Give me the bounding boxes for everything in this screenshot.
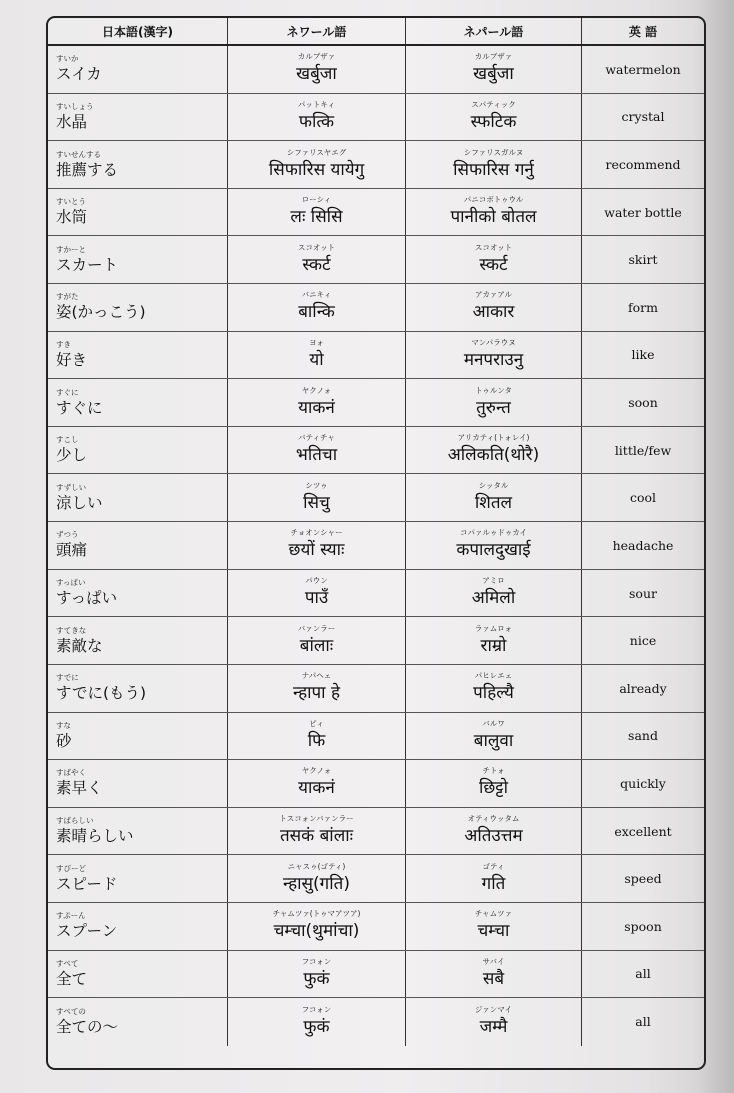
newari-word: पाउँ (304, 588, 329, 608)
japanese-word: 素晴らしい (56, 827, 134, 846)
japanese-word: 推薦する (56, 160, 119, 179)
newari-word: स्कर्ट (302, 254, 331, 275)
newari-reading: ヤクノォ (301, 766, 332, 776)
table-row (48, 141, 704, 189)
japanese-cell (48, 284, 228, 331)
japanese-reading: すべて (56, 958, 79, 968)
nepali-cell (406, 522, 582, 569)
japanese-reading: すこし (56, 435, 79, 445)
nepali-reading: アリカティ(トォレイ) (457, 433, 530, 443)
japanese-reading: すいとう (56, 197, 86, 207)
newari-cell (228, 760, 406, 807)
nepali-cell (406, 617, 582, 664)
newari-reading: バニキィ (301, 290, 332, 300)
newari-cell (228, 284, 406, 331)
nepali-cell (406, 713, 582, 760)
newari-cell (228, 332, 406, 379)
nepali-cell (406, 570, 582, 617)
newari-reading: チョオンシャー (290, 528, 343, 538)
japanese-cell (48, 46, 228, 93)
japanese-reading: ずつう (56, 530, 79, 540)
japanese-reading: すいせんする (56, 149, 101, 159)
japanese-reading: すいか (56, 54, 79, 64)
english-word: recommend (605, 157, 681, 173)
table-row (48, 284, 704, 332)
japanese-cell (48, 617, 228, 664)
table-row (48, 522, 704, 570)
newari-word: सिफारिस यायेगु (268, 159, 365, 180)
newari-cell (228, 951, 406, 998)
nepali-word: चम्चा (477, 921, 510, 942)
japanese-cell (48, 189, 228, 236)
japanese-reading: すでに (56, 673, 79, 683)
nepali-word: सिफारिस गर्नु (453, 159, 534, 180)
japanese-cell (48, 665, 228, 712)
newari-cell (228, 855, 406, 902)
nepali-word: अमिलो (471, 588, 516, 608)
nepali-reading: シファリスガルヌ (463, 147, 524, 157)
newari-reading: フコォン (301, 1004, 332, 1014)
newari-word: न्हापा हे (292, 683, 340, 704)
nepali-word: स्फटिक (470, 111, 517, 132)
english-word: excellent (614, 823, 672, 839)
nepali-reading: ジァンマイ (474, 1004, 513, 1014)
japanese-word: 砂 (56, 731, 72, 750)
newari-reading: シツゥ (305, 480, 328, 490)
newari-cell (228, 522, 406, 569)
japanese-cell (48, 998, 228, 1046)
table-row (48, 951, 704, 999)
japanese-word: すっぱい (56, 589, 118, 607)
newari-reading: パットキィ (297, 99, 336, 109)
newari-cell (228, 998, 406, 1046)
newari-reading: ヤクノォ (301, 385, 332, 395)
japanese-word: 好き (56, 350, 88, 369)
japanese-reading: すばらしい (56, 816, 94, 826)
newari-reading: ピィ (309, 718, 324, 728)
nepali-word: तुरुन्त (476, 397, 511, 418)
japanese-reading: すぷーん (56, 911, 86, 921)
newari-cell (228, 46, 406, 93)
nepali-reading: バルワ (482, 718, 505, 728)
japanese-cell (48, 379, 228, 426)
japanese-cell (48, 236, 228, 283)
newari-word: बांलाः (299, 635, 334, 656)
table-row (48, 855, 704, 903)
nepali-reading: パヒレエェ (474, 671, 513, 681)
english-word: cool (629, 490, 657, 506)
newari-reading: ニャスゥ(ゴティ) (287, 861, 346, 871)
japanese-cell (48, 332, 228, 379)
newari-cell (228, 427, 406, 474)
nepali-cell (406, 427, 582, 474)
newari-reading: パウン (305, 576, 328, 585)
nepali-cell (406, 951, 582, 998)
nepali-cell (406, 998, 582, 1046)
nepali-word: खर्बुजा (473, 64, 514, 85)
nepali-word: अतिउत्तम (464, 826, 523, 847)
nepali-cell (406, 855, 582, 902)
nepali-cell (406, 236, 582, 283)
english-word: spoon (624, 918, 662, 934)
newari-word: फुकं (303, 1016, 330, 1037)
english-word: all (635, 1014, 651, 1030)
table-row (48, 94, 704, 142)
nepali-reading: チャムツァ (474, 909, 513, 919)
newari-word: लः सिसि (290, 207, 343, 228)
japanese-reading: すき (56, 339, 71, 349)
newari-word: फि (307, 730, 326, 751)
table-body (48, 46, 704, 1046)
newari-word: चम्चा(थुमांचा) (273, 921, 360, 942)
english-word: sour (629, 585, 657, 601)
nepali-cell (406, 379, 582, 426)
nepali-word: शितल (474, 492, 513, 513)
newari-reading: トスコォンバァンラー (279, 814, 354, 824)
table-row (48, 760, 704, 808)
newari-word: बान्कि (298, 302, 335, 323)
nepali-reading: スコオット (474, 242, 513, 252)
newari-word: भतिचा (295, 445, 338, 466)
newari-cell (228, 665, 406, 712)
nepali-word: राम्रो (480, 635, 507, 656)
header-english: 英 語 (628, 24, 658, 39)
newari-word: याकनं (298, 778, 335, 799)
newari-reading: フコォン (301, 956, 332, 966)
japanese-reading: すべての (56, 1006, 86, 1016)
newari-reading: シファリスヤエグ (286, 147, 347, 157)
japanese-word: スイカ (56, 65, 102, 84)
table-row (48, 332, 704, 380)
japanese-word: 涼しい (56, 493, 103, 512)
newari-cell (228, 903, 406, 950)
japanese-word: 水晶 (56, 112, 88, 131)
english-word: skirt (628, 252, 658, 268)
japanese-cell (48, 94, 228, 141)
table-header (48, 18, 704, 46)
header-newari: ネワール語 (228, 18, 406, 44)
nepali-cell (406, 189, 582, 236)
header-nepali: ネパール語 (406, 18, 582, 44)
newari-word: सिचु (303, 492, 330, 513)
nepali-cell (406, 141, 582, 188)
newari-cell (228, 141, 406, 188)
newari-word: याकनं (298, 397, 335, 418)
japanese-reading: すぴーど (56, 863, 86, 873)
newari-cell (228, 189, 406, 236)
japanese-reading: すずしい (56, 482, 87, 492)
japanese-word: スピード (56, 874, 118, 893)
newari-cell (228, 94, 406, 141)
nepali-reading: シッタル (478, 480, 509, 490)
nepali-reading: サバイ (482, 956, 505, 966)
newari-cell (228, 570, 406, 617)
newari-cell (228, 808, 406, 855)
english-word: little/few (614, 442, 672, 458)
japanese-word: 少し (56, 446, 88, 465)
table-row (48, 713, 704, 761)
table-row (48, 474, 704, 522)
newari-reading: ローシィ (301, 195, 332, 205)
table-row (48, 665, 704, 713)
nepali-reading: チトォ (482, 766, 505, 776)
english-word: all (635, 966, 651, 982)
table-row (48, 903, 704, 951)
nepali-word: सबै (482, 968, 505, 989)
vocabulary-table (46, 16, 706, 1070)
japanese-word: スプーン (56, 922, 118, 941)
japanese-cell (48, 760, 228, 807)
english-word: water bottle (604, 204, 682, 220)
japanese-cell (48, 808, 228, 855)
japanese-word: すぐに (56, 398, 103, 417)
english-word: like (631, 347, 655, 363)
table-row (48, 189, 704, 237)
table-row (48, 236, 704, 284)
newari-reading: バァンラー (297, 623, 336, 633)
japanese-word: 頭痛 (56, 541, 88, 560)
english-word: quickly (620, 775, 666, 791)
japanese-cell (48, 427, 228, 474)
japanese-cell (48, 713, 228, 760)
nepali-cell (406, 284, 582, 331)
nepali-reading: アミロ (482, 576, 505, 585)
newari-word: यो (309, 349, 324, 370)
nepali-cell (406, 94, 582, 141)
japanese-cell (48, 474, 228, 521)
japanese-cell (48, 903, 228, 950)
nepali-reading: カルブザァ (474, 52, 513, 62)
table-row (48, 808, 704, 856)
nepali-cell (406, 760, 582, 807)
english-word: watermelon (605, 61, 681, 77)
newari-reading: チャムツァ(トゥマアツア) (272, 909, 361, 919)
nepali-reading: オティウッタム (467, 814, 520, 824)
nepali-reading: パニコボトゥウル (463, 195, 524, 205)
japanese-reading: すかーと (56, 244, 86, 254)
japanese-word: 素早く (56, 779, 103, 798)
newari-word: खर्बुजा (296, 64, 337, 85)
nepali-reading: アカァアル (475, 290, 512, 300)
newari-reading: バティチャ (298, 433, 335, 443)
japanese-reading: すっぱい (56, 578, 86, 587)
japanese-word: 全ての〜 (56, 1017, 119, 1036)
nepali-cell (406, 665, 582, 712)
nepali-cell (406, 474, 582, 521)
newari-reading: スコオット (297, 242, 336, 252)
japanese-cell (48, 522, 228, 569)
english-word: crystal (621, 109, 665, 125)
english-word: form (628, 299, 658, 315)
japanese-reading: すな (56, 720, 71, 730)
nepali-word: गति (481, 873, 506, 894)
nepali-reading: ラァムロォ (474, 623, 513, 633)
nepali-word: पहिल्यै (473, 683, 514, 704)
newari-reading: カルブザァ (297, 52, 336, 62)
nepali-word: अलिकति(थोरै) (447, 445, 540, 466)
nepali-reading: マンパラウヌ (471, 337, 516, 347)
nepali-word: स्कर्ट (479, 254, 508, 275)
japanese-reading: すがた (56, 292, 79, 302)
english-word: headache (612, 537, 674, 553)
japanese-cell (48, 141, 228, 188)
japanese-word: すでに(もう) (56, 684, 147, 703)
nepali-cell (406, 903, 582, 950)
table-row (48, 617, 704, 665)
nepali-reading: トゥルンタ (475, 385, 512, 395)
table-row (48, 570, 704, 618)
nepali-word: कपालदुखाई (456, 540, 531, 561)
newari-cell (228, 713, 406, 760)
table-row (48, 427, 704, 475)
japanese-word: 水筒 (56, 208, 88, 227)
newari-word: तसकं बांलाः (279, 826, 354, 847)
newari-word: न्हासु(गति) (283, 873, 350, 894)
nepali-cell (406, 808, 582, 855)
header-japanese: 日本語(漢字) (48, 18, 228, 44)
english-word: sand (628, 728, 658, 744)
newari-reading: ナパヘェ (301, 671, 332, 681)
nepali-word: मनपराउनु (463, 349, 524, 370)
newari-reading: ヨォ (309, 337, 324, 347)
english-word: soon (628, 395, 658, 411)
japanese-reading: すぐに (56, 387, 79, 397)
nepali-reading: ゴティ (482, 861, 505, 871)
japanese-word: スカート (56, 255, 119, 274)
nepali-reading: コパァルゥドゥカイ (460, 528, 527, 538)
japanese-word: 素敵な (56, 636, 103, 655)
nepali-word: जम्मै (479, 1016, 508, 1037)
newari-word: फत्कि (298, 111, 335, 132)
nepali-cell (406, 332, 582, 379)
newari-cell (228, 474, 406, 521)
japanese-reading: すいしょう (56, 101, 94, 111)
nepali-cell (406, 46, 582, 93)
nepali-word: आकार (472, 302, 515, 323)
nepali-word: पानीको बोतल (450, 207, 537, 228)
nepali-word: बालुवा (473, 730, 514, 751)
newari-word: फुकं (303, 968, 330, 989)
japanese-cell (48, 855, 228, 902)
english-word: already (619, 680, 667, 696)
english-word: nice (629, 633, 657, 649)
newari-cell (228, 617, 406, 664)
english-word: speed (624, 871, 662, 887)
nepali-word: छिट्टो (478, 778, 509, 799)
table-row (48, 379, 704, 427)
japanese-word: 全て (56, 969, 88, 988)
japanese-cell (48, 570, 228, 617)
table-row (48, 46, 704, 94)
nepali-reading: スパティック (471, 99, 516, 109)
newari-cell (228, 236, 406, 283)
japanese-word: 姿(かっこう) (56, 303, 146, 322)
table-row (48, 998, 704, 1046)
newari-cell (228, 379, 406, 426)
japanese-cell (48, 951, 228, 998)
japanese-reading: すてきな (56, 625, 87, 635)
newari-word: छयों स्याः (288, 540, 345, 561)
japanese-reading: すばやく (56, 768, 86, 778)
